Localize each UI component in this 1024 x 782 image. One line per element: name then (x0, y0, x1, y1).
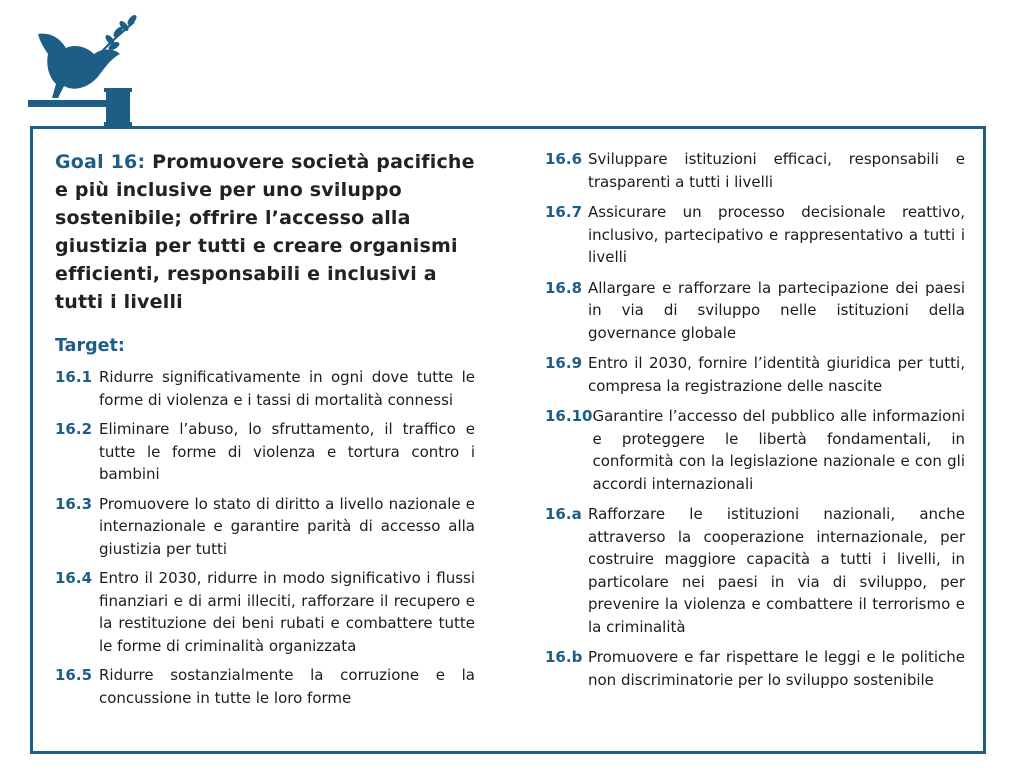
goal-text: Promuovere società pacifiche e più inclusive per uno sviluppo sostenibile; offrire l’accesso alla giustizia per tutti e creare organismi efficienti, responsabili e inclusivi a tutti i livelli (55, 151, 475, 313)
target-item (545, 201, 965, 269)
target-number: 16.7 (545, 203, 583, 221)
target-text: Promuovere lo stato di diritto a livello nazionale e internazionale e garantire parità di accesso alla giustizia per tutti (99, 494, 475, 558)
target-number: 16.2 (55, 420, 93, 438)
target-text: Garantire l’accesso del pubblico alle informazioni e proteggere le libertà fondamentali, in conformità con la legislazione nazionale e con gli accordi internazionali (592, 407, 965, 493)
target-number: 16.5 (55, 666, 93, 684)
target-text: Sviluppare istituzioni efficaci, responsabili e trasparenti a tutti i livelli (588, 150, 965, 191)
goal-label: Goal 16: (55, 151, 146, 173)
target-item (55, 493, 475, 561)
target-number: 16.6 (545, 150, 583, 168)
target-item (55, 366, 475, 411)
target-text: Allargare e rafforzare la partecipazione dei paesi in via di sviluppo nelle istituzioni della governance globale (588, 278, 965, 342)
target-number: 16.9 (545, 354, 583, 372)
target-item (545, 503, 965, 638)
left-column (55, 148, 475, 716)
target-heading: Target: (55, 336, 125, 356)
target-text: Ridurre sostanzialmente la corruzione e la concussione in tutte le loro forme (99, 666, 475, 707)
target-item (55, 664, 475, 709)
target-item (55, 418, 475, 486)
target-text: Promuovere e far rispettare le leggi e le politiche non discriminatorie per lo sviluppo sostenibile (588, 648, 965, 689)
target-list-left (55, 366, 475, 709)
target-number: 16.a (545, 505, 582, 523)
target-item (545, 405, 965, 495)
target-number: 16.8 (545, 278, 583, 297)
target-number: 16.1 (55, 368, 93, 386)
goal-title (55, 148, 475, 316)
target-item (545, 277, 965, 345)
right-column (545, 148, 965, 699)
target-item (545, 148, 965, 193)
target-number: 16.3 (55, 494, 93, 513)
dove-gavel-icon (28, 14, 140, 130)
target-text: Rafforzare le istituzioni nazionali, anche attraverso la cooperazione internazionale, per costruire maggiore capacità a tutti i livelli, in particolare nei paesi in via di sviluppo, per prevenire la violenza e combattere il terrorismo e la criminalità (588, 505, 965, 636)
target-text: Eliminare l’abuso, lo sfruttamento, il traffico e tutte le forme di violenza e tortura contro i bambini (99, 420, 475, 483)
target-item (55, 567, 475, 657)
target-number: 16.b (545, 648, 583, 666)
target-text: Ridurre significativamente in ogni dove tutte le forme di violenza e i tassi di mortalità connessi (99, 368, 475, 409)
target-text: Entro il 2030, fornire l’identità giuridica per tutti, compresa la registrazione delle nascite (588, 354, 965, 395)
target-item (545, 646, 965, 691)
target-list-right (545, 148, 965, 691)
target-text: Entro il 2030, ridurre in modo significativo i flussi finanziari e di armi illeciti, rafforzare il recupero e la restituzione dei beni rubati e combattere tutte le forme di criminalità organizzata (99, 569, 475, 655)
target-item (545, 352, 965, 397)
target-number: 16.4 (55, 569, 93, 587)
target-text: Assicurare un processo decisionale reattivo, inclusivo, partecipativo e rappresentativo a tutti i livelli (588, 203, 965, 266)
target-number: 16.10 (545, 407, 593, 425)
